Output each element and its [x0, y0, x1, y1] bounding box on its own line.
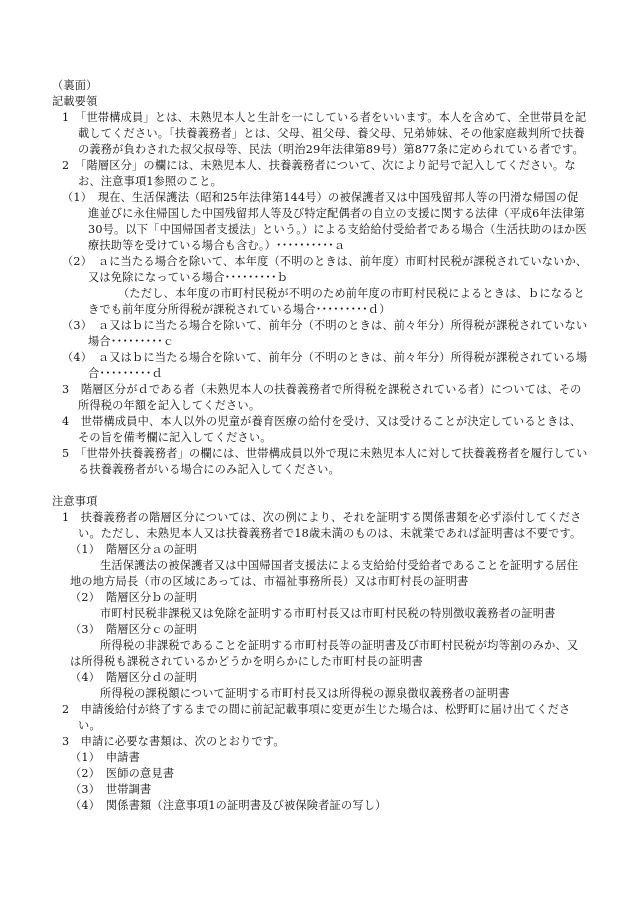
- section-title-notes: 注意事項: [52, 495, 98, 508]
- proof-3-label: （3） 階層区分ｃの証明: [70, 623, 197, 636]
- proof-1-label: （1） 階層区分ａの証明: [70, 543, 197, 556]
- section-title-instructions: 記載要領: [52, 95, 98, 108]
- section-gap: [52, 478, 588, 494]
- note-1: 1 扶養義務者の階層区分については、次の例により、それを証明する関係書類を必ず添付してください。ただし、未熟児本人又は扶養義務者で18歳未満のものは、未就業であれば証明書は不要です。: [62, 511, 582, 540]
- class-item-1: （1） 現在、生活保護法（昭和25年法律第144号）の被保護者又は中国残留邦人等の円滑な帰国の促進並びに永住帰国した中国残留邦人等及び特定配偶者の自立の支援に関する法律（平成6年法律第30号。以下「中国帰国者支援法」という。）による支給給付受給者である場合（生活扶助のほか医療扶助等を受けている場合も含む。）･･････････ａ: [62, 191, 587, 252]
- proof-1-body: 生活保護法の被保護者又は中国帰国者支援法による支給給付受給者であることを証明する居住地の地方局長（市の区域にあっては、市福祉事務所長）又は市町村長の証明書: [70, 559, 579, 588]
- document-item-3: （3） 世帯調書: [70, 783, 152, 796]
- side-label: （裏面）: [52, 79, 98, 92]
- instruction-4: 4 世帯構成員中、本人以外の児童が養育医療の給付を受け、又は受けることが決定しているときは、その旨を備考欄に記入してください。: [62, 415, 582, 444]
- instruction-3: 3 階層区分がｄである者（未熟児本人の扶養義務者で所得税を課税されている者）については、その所得税の年額を記入してください。: [62, 383, 582, 412]
- proof-2-label: （2） 階層区分ｂの証明: [70, 591, 197, 604]
- document-item-1: （1） 申請書: [70, 751, 141, 764]
- document-item-4: （4） 関係書類（注意事項1の証明書及び被保険者証の写し）: [70, 799, 387, 812]
- proof-4-label: （4） 階層区分ｄの証明: [70, 671, 197, 684]
- proof-4-body: 所得税の課税額について証明する市町村長又は所得税の源泉徴収義務者の証明書: [100, 687, 510, 700]
- class-item-2-proviso: （ただし、本年度の市町村民税が不明のため前年度の市町村民税によるときは、ｂになるときでも前年度分所得税が課税されている場合･････････ｄ）: [88, 287, 585, 316]
- class-item-4: （4） ａ又はｂに当たる場合を除いて、前年分（不明のときは、前々年分）所得税が課税されている場合･････････ｄ: [62, 351, 588, 380]
- note-2: 2 申請後給付が終了するまでの間に前記記載事項に変更が生じた場合は、松野町に届け出てください。: [62, 703, 571, 732]
- instruction-1: 1 「世帯構成員」とは、未熟児本人と生計を一にしている者をいいます。本人を含めて、全世帯員を記載してください。「扶養義務者」とは、父母、祖父母、養父母、兄弟姉妹、その他家庭裁判所で扶養の義務が負わされた叔父叔母等、民法（明治29年法律第89号）第877条に定められている者です。: [62, 111, 587, 156]
- instruction-2: 2 「階層区分」の欄には、未熟児本人、扶養義務者について、次により記号で記入してください。なお、注意事項1参照のこと。: [62, 159, 576, 188]
- class-item-2: （2） ａに当たる場合を除いて、本年度（不明のときは、前年度）市町村民税が課税されていないか、又は免除になっている場合･････････ｂ: [62, 255, 588, 284]
- document-content: [52, 78, 588, 814]
- document-item-2: （2） 医師の意見書: [70, 767, 175, 780]
- proof-2-body: 市町村民税非課税又は免除を証明する市町村長又は市町村民税の特別徴収義務者の証明書: [100, 607, 556, 620]
- instruction-5: 5 「世帯外扶養義務者」の欄には、世帯構成員以外で現に未熟児本人に対して扶養義務者を履行している扶養義務者がいる場合にのみ記入してください。: [62, 447, 588, 476]
- proof-3-body: 所得税の非課税であることを証明する市町村長等の証明書及び市町村民税が均等割のみか、又は所得税も課税されているかどうかを明らかにした市町村長の証明書: [70, 639, 579, 668]
- class-item-3: （3） ａ又はｂに当たる場合を除いて、前年分（不明のときは、前々年分）所得税が課税されていない場合･････････ｃ: [62, 319, 588, 348]
- note-3: 3 申請に必要な書類は、次のとおりです。: [62, 735, 285, 748]
